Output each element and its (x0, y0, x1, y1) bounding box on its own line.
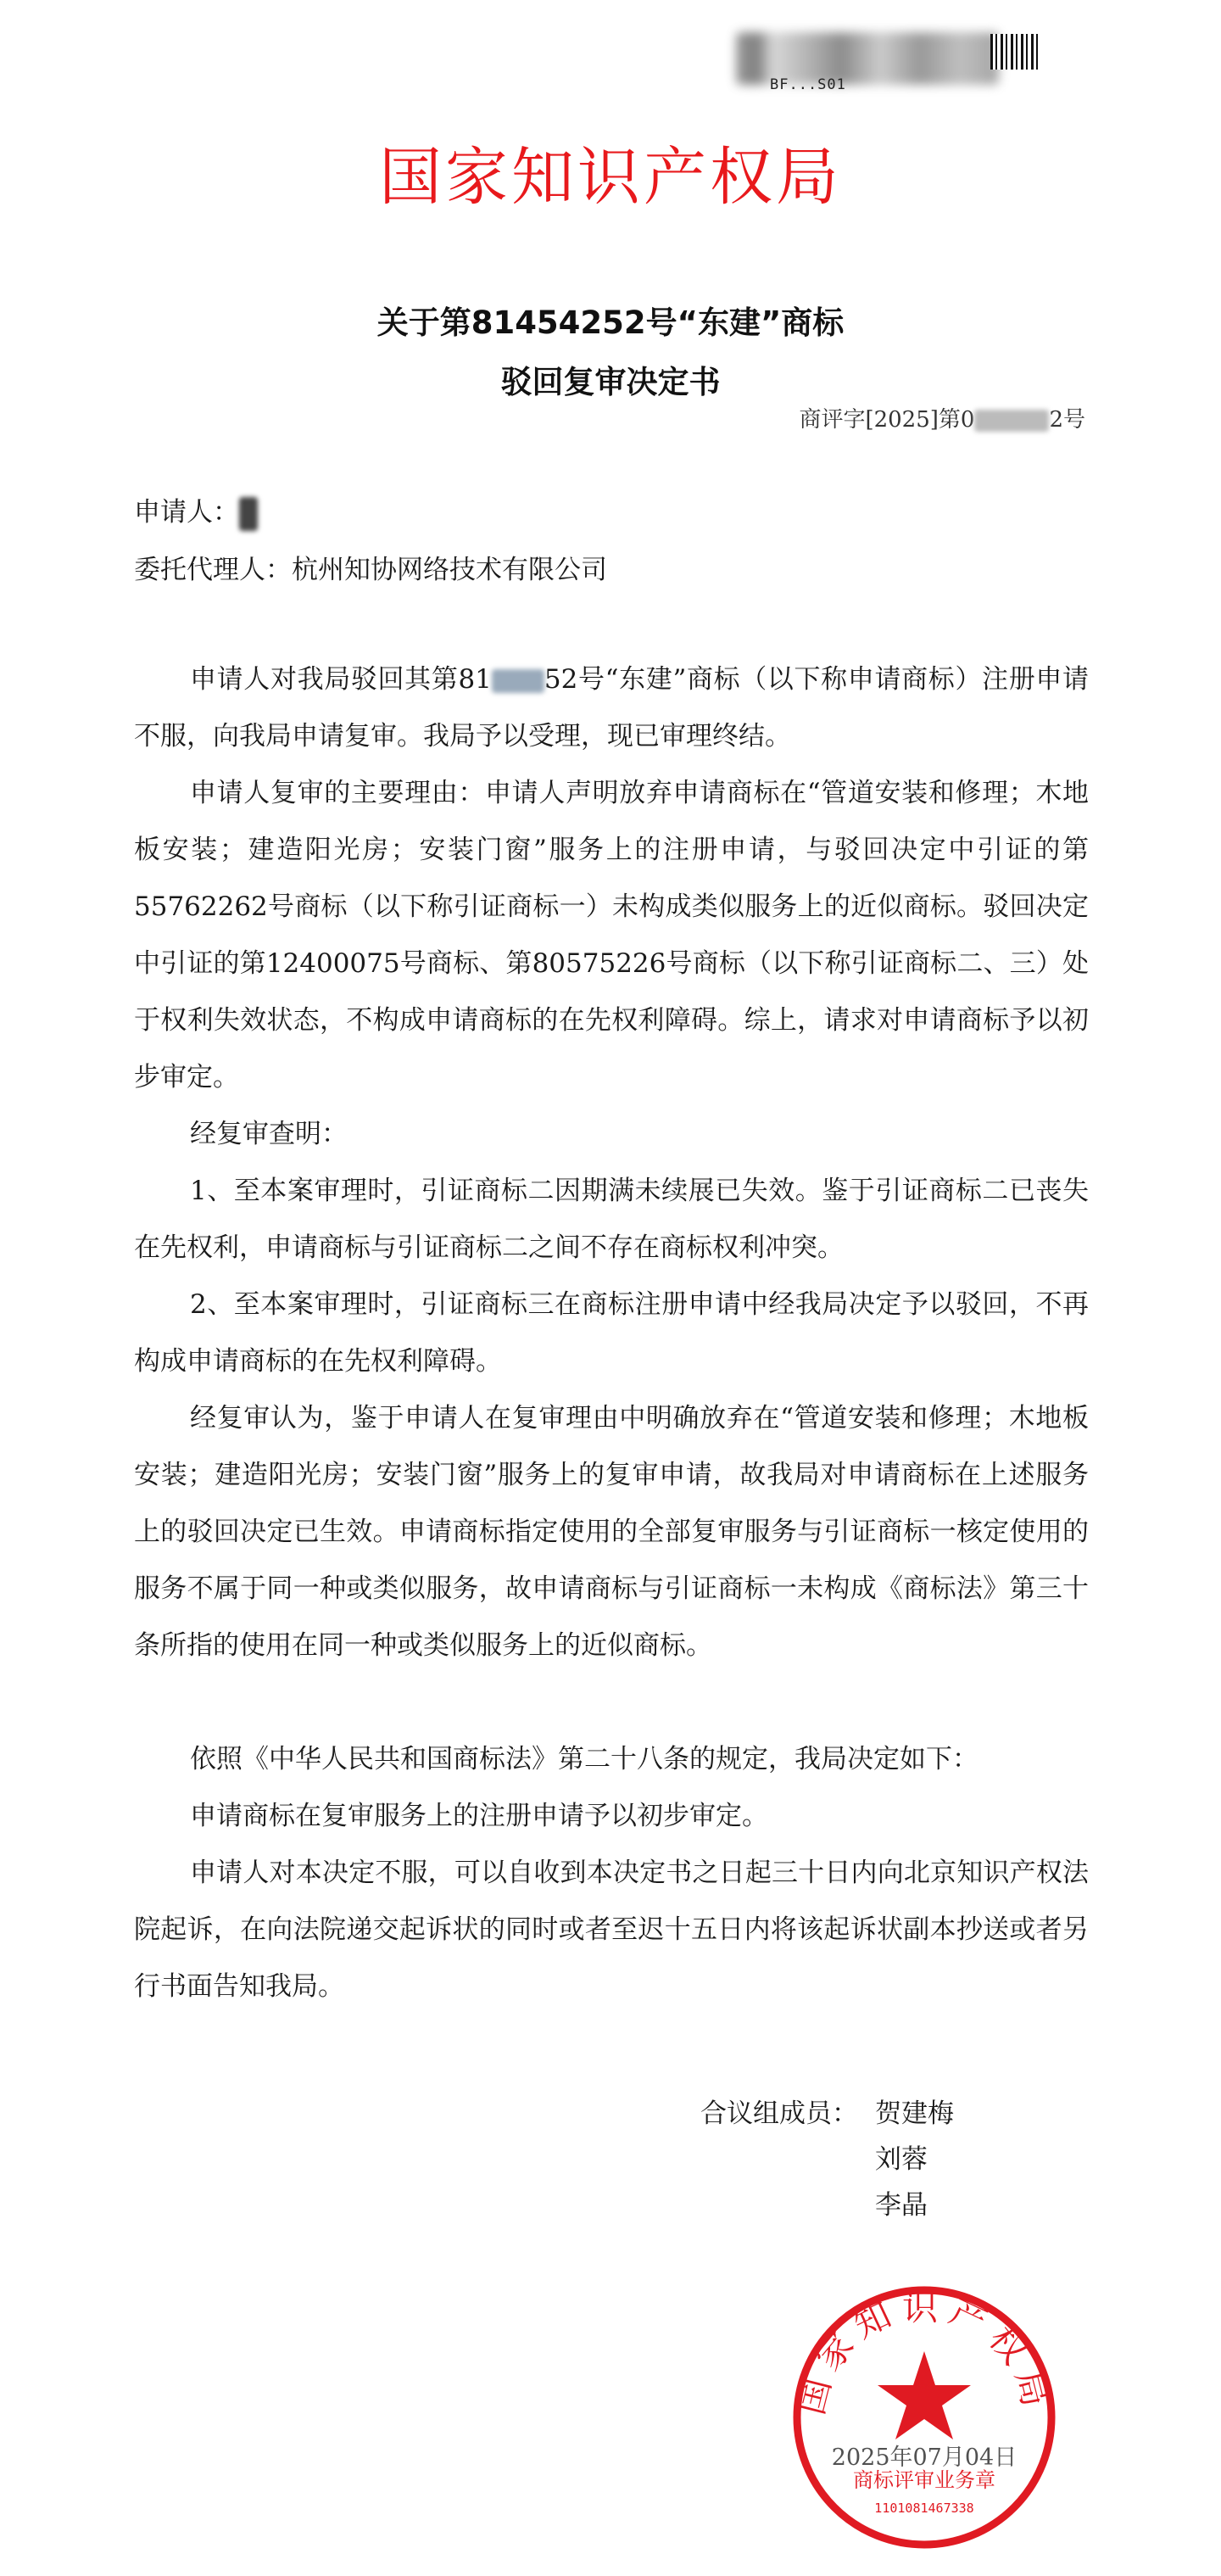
paragraph-opinion: 经复审认为，鉴于申请人在复审理由中明确放弃在“管道安装和修理；木地板安装；建造阳光房；安装门窗”服务上的复审申请，故我局对申请商标在上述服务上的驳回决定已生效。申请商标指定使用的全部复审服务与引证商标一核定使用的服务不属于同一种或类似服务，故申请商标与引证商标一未构成《商标法》第三十条所指的使用在同一种或类似服务上的近似商标。 (134, 1403, 1089, 1661)
doc-number-suffix: 2号 (1049, 407, 1085, 433)
paragraph-decision: 申请商标在复审服务上的注册申请予以初步审定。 (190, 1801, 768, 1831)
panel-member: 刘蓉 (875, 2144, 928, 2175)
agent-line (134, 551, 607, 589)
redacted-doc-number (974, 410, 1049, 432)
official-seal (789, 2282, 1060, 2553)
applicant-line (134, 494, 258, 531)
paragraph-intro (134, 651, 1089, 765)
applicant-label: 申请人： (134, 497, 239, 528)
doc-title-line1: 关于第81454252号“东建”商标 (376, 305, 845, 341)
paragraph-legal-basis: 依照《中华人民共和国商标法》第二十八条的规定，我局决定如下： (190, 1744, 978, 1774)
seal-code: 1101081467338 (874, 2501, 974, 2516)
seal-star-icon (878, 2351, 971, 2439)
barcode-icon (990, 34, 1041, 70)
doc-number-prefix: 商评字[2025]第0 (799, 407, 975, 433)
paragraph-reasons: 申请人复审的主要理由：申请人声明放弃申请商标在“管道安装和修理；木地板安装；建造阳光房；安装门窗”服务上的注册申请，与驳回决定中引证的第55762262号商标（以下称引证商标一）未构成类似服务上的近似商标。驳回决定中引证的第12400075号商标、第80575226号商标（以下称引证商标二、三）处于权利失效状态，不构成申请商标的在先权利障碍。综上，请求对申请商标予以初步审定。 (134, 778, 1089, 1092)
issuer-name: 国家知识产权局 (379, 141, 842, 214)
paragraph-finding-2: 2、至本案审理时，引证商标三在商标注册申请中经我局决定予以驳回，不再构成申请商标的在先权利障碍。 (134, 1289, 1089, 1377)
paragraph-appeal-notice: 申请人对本决定不服，可以自收到本决定书之日起三十日内向北京知识产权法院起诉，在向法院递交起诉状的同时或者至迟十五日内将该起诉状副本抄送或者另行书面告知我局。 (134, 1858, 1089, 2002)
seal-dept: 商标评审业务章 (853, 2468, 995, 2492)
barcode-number: BF...S01 (770, 76, 846, 93)
panel-member: 贺建梅 (875, 2098, 954, 2129)
paragraph-findings-heading: 经复审查明： (190, 1119, 348, 1149)
doc-title-line2: 驳回复审决定书 (500, 364, 721, 400)
panel-label: 合议组成员： (700, 2098, 858, 2129)
agent-label: 委托代理人： (134, 555, 292, 585)
barcode (736, 32, 1050, 93)
agent-name: 杭州知协网络技术有限公司 (292, 555, 607, 585)
redacted-applicant (239, 497, 258, 531)
paragraph-finding-1: 1、至本案审理时，引证商标二因期满未续展已失效。鉴于引证商标二已丧失在先权利，申请商标与引证商标二之间不存在商标权利冲突。 (134, 1176, 1089, 1263)
redacted-mark-number (492, 669, 544, 693)
doc-number (799, 402, 1085, 433)
seal-arc-text: 国家知识产权局 (789, 2286, 1059, 2419)
intro-text-a: 申请人对我局驳回其第81 (190, 664, 492, 695)
intro-text-b: 52号“东建”商标（以下称申请商标）注册申请不服，向我局申请复审。我局予以受理，现已审理终结。 (134, 664, 1089, 752)
panel-member: 李晶 (875, 2190, 928, 2221)
decision-date: 2025年07月04日 (831, 2445, 1018, 2471)
